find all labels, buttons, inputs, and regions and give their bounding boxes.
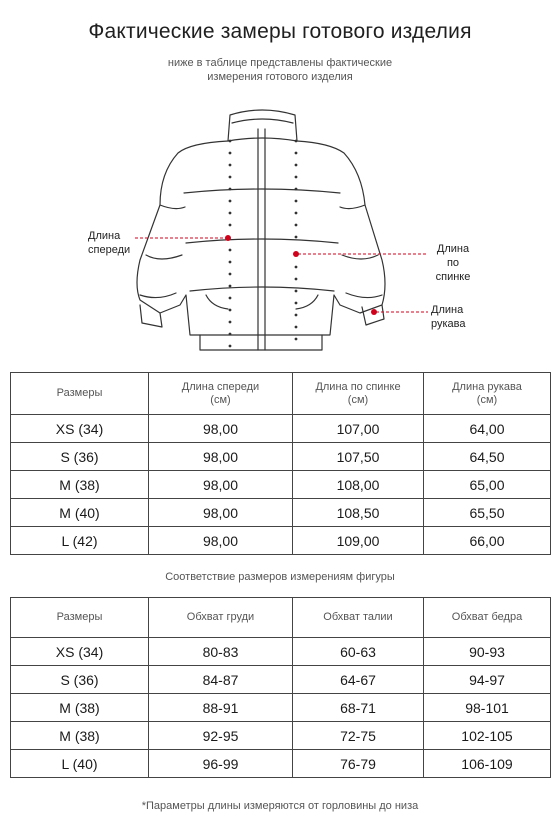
table-cell: 102-105 [424, 722, 551, 750]
body-measurements-table [10, 597, 551, 778]
subtitle [0, 56, 560, 84]
label-front-length [88, 229, 130, 257]
table-cell: 94-97 [424, 666, 551, 694]
subtitle-line-2: измерения готового изделия [207, 71, 353, 83]
table-cell: 98,00 [149, 443, 293, 471]
table-row [11, 750, 551, 778]
table-cell: M (38) [11, 694, 149, 722]
table-cell: 98,00 [149, 527, 293, 555]
table-cell: S (36) [11, 443, 149, 471]
table-cell: 60-63 [293, 638, 424, 666]
table-cell: 107,00 [293, 415, 424, 443]
table-cell: 66,00 [424, 527, 551, 555]
measurements-table [10, 372, 551, 555]
label-sleeve-length [431, 303, 466, 331]
table-header-cell: Длина рукава (см) [424, 373, 551, 415]
table-row [11, 499, 551, 527]
table-header-row [11, 598, 551, 638]
label-back-length-line1: Длина [436, 243, 470, 255]
table-row [11, 415, 551, 443]
table-cell: S (36) [11, 666, 149, 694]
table-header-cell: Обхват бедра [424, 598, 551, 638]
label-back-length-line3: спинке [435, 271, 471, 283]
table-cell: 98-101 [424, 694, 551, 722]
front-length-marker [225, 235, 231, 241]
sleeve-length-marker [371, 309, 377, 315]
table-cell: M (38) [11, 722, 149, 750]
back-length-marker [293, 251, 299, 257]
table-header-cell: Обхват груди [149, 598, 293, 638]
table-cell: 84-87 [149, 666, 293, 694]
label-sleeve-length-line1: Длина [431, 304, 464, 316]
table-cell: 96-99 [149, 750, 293, 778]
table-row [11, 527, 551, 555]
label-back-length [431, 242, 475, 284]
subtitle-line-1: ниже в таблице представлены фактические [167, 57, 393, 69]
table-cell: 64,50 [424, 443, 551, 471]
footnote: *Параметры длины измеряются от горловины до низа [141, 800, 419, 812]
table-header-cell: Длина спереди (см) [149, 373, 293, 415]
label-front-length-line2: спереди [88, 244, 131, 256]
table-cell: 65,00 [424, 471, 551, 499]
label-back-length-line2: по [446, 257, 460, 269]
table-cell: 64-67 [293, 666, 424, 694]
section-title: Соответствие размеров измерениям фигуры [165, 571, 395, 583]
table-cell: 68-71 [293, 694, 424, 722]
table-cell: 72-75 [293, 722, 424, 750]
table-cell: 109,00 [293, 527, 424, 555]
table-cell: 65,50 [424, 499, 551, 527]
table-cell: 107,50 [293, 443, 424, 471]
table-cell: M (38) [11, 471, 149, 499]
table-cell: L (42) [11, 527, 149, 555]
table-cell: 80-83 [149, 638, 293, 666]
table-cell: 98,00 [149, 471, 293, 499]
table-row [11, 694, 551, 722]
label-front-length-line1: Длина [88, 230, 121, 242]
table-cell: 98,00 [149, 499, 293, 527]
table-cell: 92-95 [149, 722, 293, 750]
table-header-cell: Размеры [11, 598, 149, 638]
jacket-illustration [0, 95, 560, 365]
table-row [11, 638, 551, 666]
table-cell: 106-109 [424, 750, 551, 778]
table-cell: L (40) [11, 750, 149, 778]
table-header-cell: Длина по спинке (см) [293, 373, 424, 415]
table-cell: 88-91 [149, 694, 293, 722]
table-cell: 108,50 [293, 499, 424, 527]
table-cell: XS (34) [11, 638, 149, 666]
table-row [11, 666, 551, 694]
table-cell: M (40) [11, 499, 149, 527]
table-row [11, 443, 551, 471]
table-header-cell: Обхват талии [293, 598, 424, 638]
table-cell: 76-79 [293, 750, 424, 778]
table-header-cell: Размеры [11, 373, 149, 415]
table-cell: 108,00 [293, 471, 424, 499]
table-cell: 90-93 [424, 638, 551, 666]
page-title: Фактические замеры готового изделия [88, 20, 472, 43]
label-sleeve-length-line2: рукава [431, 318, 466, 330]
table-cell: 64,00 [424, 415, 551, 443]
table-header-row [11, 373, 551, 415]
table-cell: XS (34) [11, 415, 149, 443]
table-cell: 98,00 [149, 415, 293, 443]
table-row [11, 471, 551, 499]
table-row [11, 722, 551, 750]
